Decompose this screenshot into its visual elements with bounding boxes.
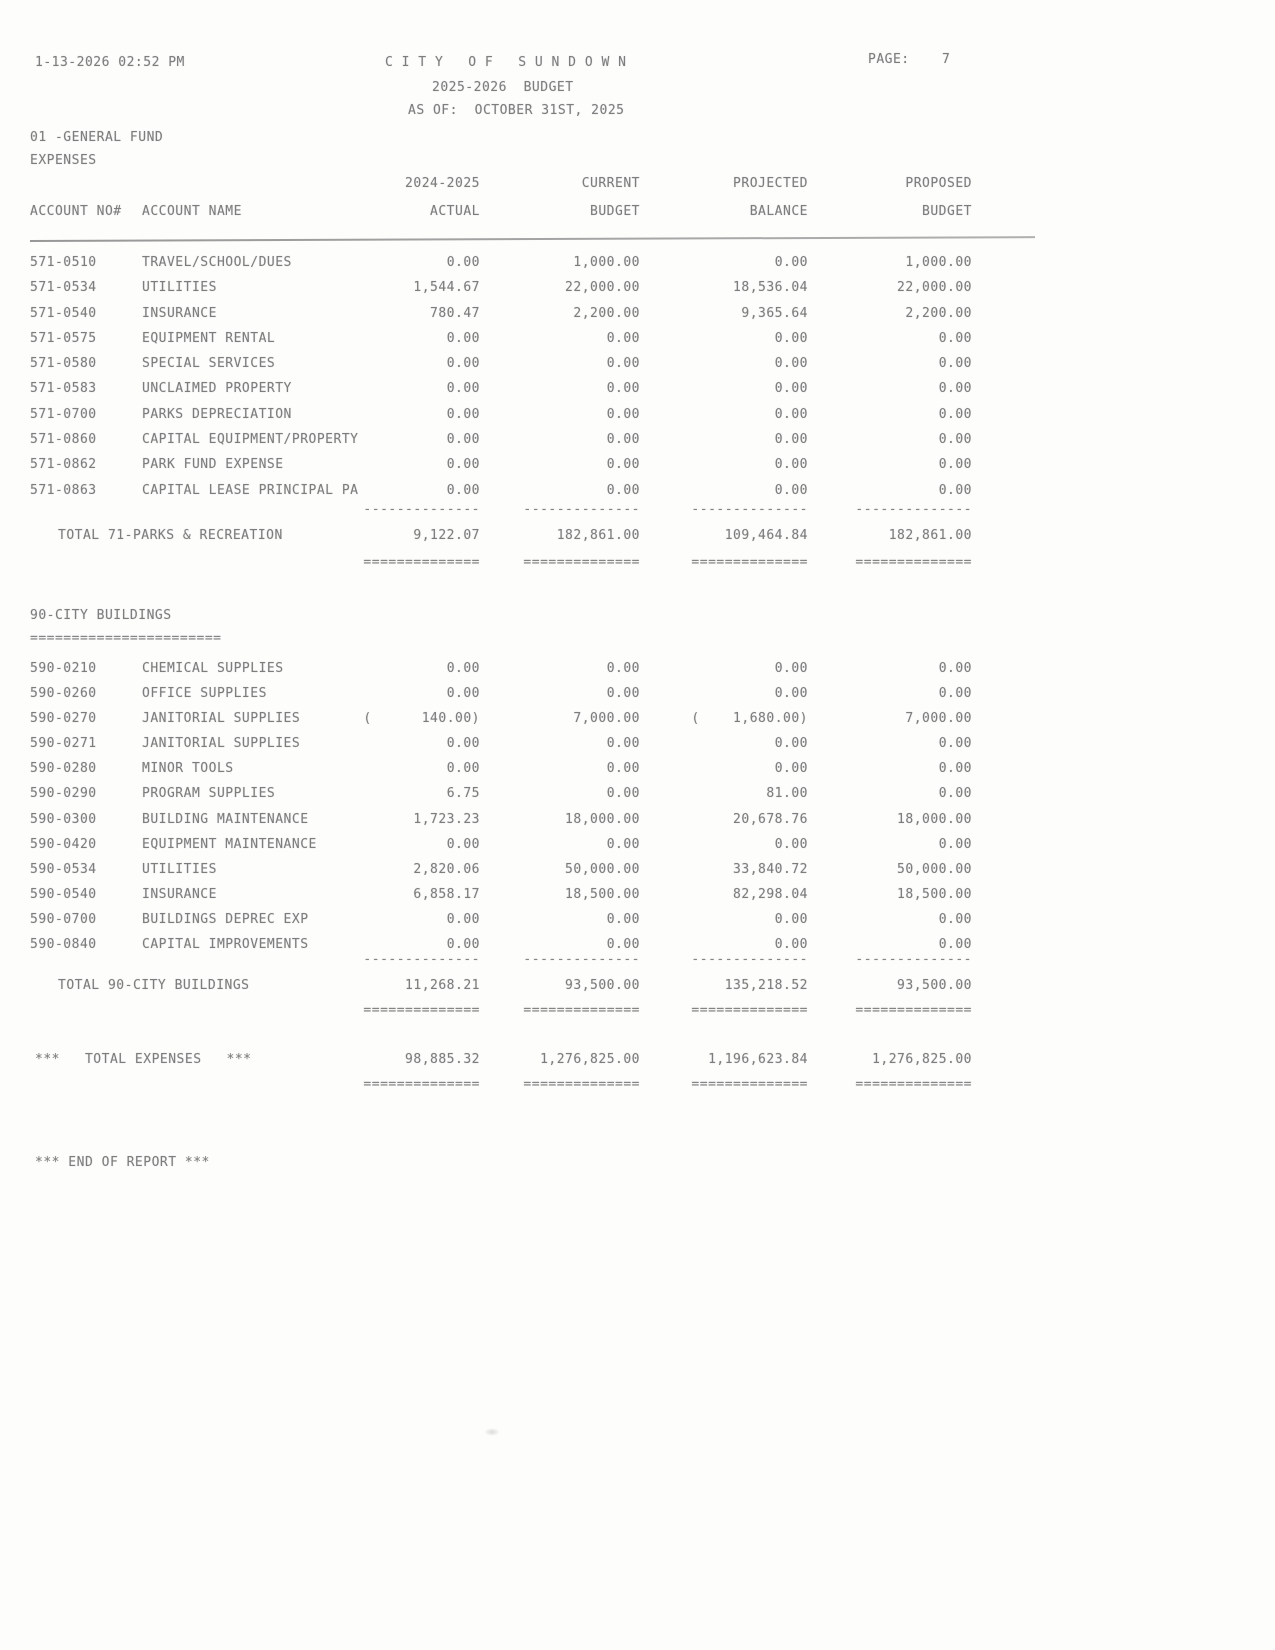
account-no-cell: 590-0290 [30,786,97,802]
account-name-cell: PARK FUND EXPENSE [142,457,284,473]
dash-separator: -------------- [691,502,808,517]
total-proposed-budget: 93,500.00 [897,978,972,993]
actual-amount-cell: 0.00 [446,406,480,422]
proposed-budget-cell: 0.00 [938,761,972,777]
projected-balance-cell: 33,840.72 [733,861,808,877]
table-row [30,351,972,376]
projected-balance-cell: 81.00 [766,786,808,802]
report-title: C I T Y O F S U N D O W N [385,55,627,70]
grand-total-actual: 98,885.32 [405,1052,480,1067]
current-budget-cell: 18,000.00 [565,811,640,827]
account-name-cell: UNCLAIMED PROPERTY [142,381,292,397]
projected-balance-cell: 20,678.76 [733,811,808,827]
double-separator: ============== [691,1077,808,1092]
double-separator: ============== [523,1003,640,1018]
account-no-cell: 571-0580 [30,356,97,372]
projected-balance-cell: 0.00 [774,761,808,777]
account-name-cell: TRAVEL/SCHOOL/DUES [142,255,292,270]
col-header-year: 2024-2025 [405,176,480,191]
actual-amount-cell: 1,723.23 [413,811,480,827]
table-row [30,907,972,932]
proposed-budget-cell: 0.00 [938,381,972,397]
total-actual: 9,122.07 [413,528,480,543]
actual-amount-cell: 0.00 [446,761,480,777]
current-budget-cell: 18,500.00 [565,886,640,902]
account-name-cell: JANITORIAL SUPPLIES [142,736,301,752]
actual-amount-cell: ( 140.00) [363,711,480,727]
double-separator: ============== [855,1003,972,1018]
printed-datetime: 1-13-2026 02:52 PM [35,55,185,70]
double-separator: ============== [855,1077,972,1092]
current-budget-cell: 0.00 [606,356,640,372]
total-projected-balance: 135,218.52 [724,978,808,993]
proposed-budget-cell: 0.00 [938,937,972,953]
proposed-budget-cell: 0.00 [938,356,972,372]
projected-balance-cell: ( 1,680.00) [691,711,808,727]
account-name-cell: CAPITAL EQUIPMENT/PROPERTY [142,432,359,448]
account-no-cell: 590-0700 [30,911,97,927]
double-separator: ============== [363,1003,480,1018]
account-no-cell: 590-0534 [30,861,97,877]
table-row [30,301,972,326]
projected-balance-cell: 0.00 [774,432,808,448]
table-row [30,832,972,857]
end-of-report-text: *** END OF REPORT *** [35,1155,210,1170]
grand-total-proposed-budget: 1,276,825.00 [872,1052,972,1067]
account-no-cell: 590-0260 [30,686,97,702]
account-no-cell: 571-0534 [30,280,97,296]
projected-balance-cell: 82,298.04 [733,886,808,902]
dash-separator: -------------- [523,502,640,517]
table-row [30,681,972,706]
proposed-budget-cell: 0.00 [938,330,972,346]
table-row [30,275,972,300]
proposed-budget-cell: 50,000.00 [897,861,972,877]
account-no-cell: 571-0575 [30,330,97,346]
current-budget-cell: 0.00 [606,661,640,676]
current-budget-cell: 0.00 [606,937,640,953]
account-name-cell: BUILDING MAINTENANCE [142,811,309,827]
actual-amount-cell: 1,544.67 [413,280,480,296]
projected-balance-cell: 0.00 [774,686,808,702]
actual-amount-cell: 0.00 [446,736,480,752]
account-name-cell: CAPITAL LEASE PRINCIPAL PA [142,482,359,498]
current-budget-cell: 0.00 [606,786,640,802]
proposed-budget-cell: 0.00 [938,736,972,752]
table-row [30,756,972,781]
report-subtitle: 2025-2026 BUDGET [432,80,574,95]
total-projected-balance: 109,464.84 [724,528,808,543]
proposed-budget-cell: 0.00 [938,911,972,927]
col-header-projected: PROJECTED [733,176,808,191]
current-budget-cell: 0.00 [606,432,640,448]
current-budget-cell: 1,000.00 [573,255,640,270]
current-budget-cell: 0.00 [606,457,640,473]
total-row-city-buildings [30,978,972,993]
table-row [30,807,972,832]
account-no-cell: 590-0420 [30,836,97,852]
current-budget-cell: 22,000.00 [565,280,640,296]
column-header-row-1 [30,176,972,191]
projected-balance-cell: 0.00 [774,482,808,498]
account-no-cell: 571-0860 [30,432,97,448]
double-separator: ============== [691,1003,808,1018]
current-budget-cell: 0.00 [606,761,640,777]
proposed-budget-cell: 18,000.00 [897,811,972,827]
account-name-cell: PARKS DEPRECIATION [142,406,292,422]
account-no-cell: 590-0271 [30,736,97,752]
double-separator: ============== [523,1077,640,1092]
current-budget-cell: 0.00 [606,406,640,422]
actual-amount-cell: 0.00 [446,661,480,676]
account-name-cell: CHEMICAL SUPPLIES [142,661,284,676]
col-header-current: CURRENT [581,176,640,191]
actual-amount-cell: 0.00 [446,381,480,397]
grand-total-current-budget: 1,276,825.00 [540,1052,640,1067]
account-name-cell: EQUIPMENT MAINTENANCE [142,836,317,852]
account-name-cell: BUILDINGS DEPREC EXP [142,911,309,927]
projected-balance-cell: 0.00 [774,330,808,346]
expenses-header: EXPENSES [30,153,97,168]
total-label: TOTAL 90-CITY BUILDINGS [58,978,250,993]
account-name-cell: PROGRAM SUPPLIES [142,786,276,802]
as-of-date: AS OF: OCTOBER 31ST, 2025 [408,103,625,118]
subtotal-double-rule-row [30,1003,972,1018]
current-budget-cell: 0.00 [606,911,640,927]
account-no-cell: 590-0300 [30,811,97,827]
current-budget-cell: 50,000.00 [565,861,640,877]
current-budget-cell: 0.00 [606,836,640,852]
dash-separator: -------------- [523,952,640,967]
col-header-balance: BALANCE [749,204,808,219]
proposed-budget-cell: 2,200.00 [905,305,972,321]
projected-balance-cell: 0.00 [774,356,808,372]
double-separator: ============== [855,555,972,570]
table-row [30,326,972,351]
actual-amount-cell: 0.00 [446,686,480,702]
projected-balance-cell: 0.00 [774,457,808,473]
actual-amount-cell: 0.00 [446,911,480,927]
grand-total-projected-balance: 1,196,623.84 [708,1052,808,1067]
dash-separator: -------------- [363,502,480,517]
account-no-cell: 590-0840 [30,937,97,953]
proposed-budget-cell: 0.00 [938,661,972,676]
total-row-parks-recreation [30,528,972,543]
proposed-budget-cell: 1,000.00 [905,255,972,270]
section-heading-underline: ======================= [30,631,222,646]
section-71-rows [30,250,972,503]
col-header-budget-current: BUDGET [590,204,640,219]
current-budget-cell: 0.00 [606,381,640,397]
projected-balance-cell: 0.00 [774,937,808,953]
projected-balance-cell: 0.00 [774,406,808,422]
account-name-cell: JANITORIAL SUPPLIES [142,711,301,727]
column-header-row-2 [30,204,972,219]
table-row [30,452,972,477]
double-separator: ============== [691,555,808,570]
table-row [30,427,972,452]
proposed-budget-cell: 0.00 [938,457,972,473]
proposed-budget-cell: 22,000.00 [897,280,972,296]
account-no-cell: 590-0280 [30,761,97,777]
actual-amount-cell: 6.75 [446,786,480,802]
col-header-proposed: PROPOSED [905,176,972,191]
total-proposed-budget: 182,861.00 [888,528,972,543]
account-name-cell: SPECIAL SERVICES [142,356,276,372]
dash-separator: -------------- [363,952,480,967]
actual-amount-cell: 0.00 [446,432,480,448]
actual-amount-cell: 0.00 [446,836,480,852]
account-no-cell: 571-0510 [30,255,97,270]
double-separator: ============== [363,555,480,570]
actual-amount-cell: 6,858.17 [413,886,480,902]
account-name-cell: INSURANCE [142,886,217,902]
proposed-budget-cell: 0.00 [938,686,972,702]
table-row [30,857,972,882]
actual-amount-cell: 0.00 [446,482,480,498]
projected-balance-cell: 18,536.04 [733,280,808,296]
proposed-budget-cell: 7,000.00 [905,711,972,727]
account-no-cell: 590-0270 [30,711,97,727]
actual-amount-cell: 0.00 [446,330,480,346]
subtotal-dash-row [30,502,972,517]
projected-balance-cell: 0.00 [774,661,808,676]
account-no-cell: 571-0700 [30,406,97,422]
account-name-cell: EQUIPMENT RENTAL [142,330,276,346]
total-actual: 11,268.21 [405,978,480,993]
account-name-cell: UTILITIES [142,280,217,296]
subtotal-double-rule-row [30,555,972,570]
col-header-actual: ACTUAL [430,204,480,219]
total-current-budget: 93,500.00 [565,978,640,993]
current-budget-cell: 2,200.00 [573,305,640,321]
account-name-cell: OFFICE SUPPLIES [142,686,267,702]
actual-amount-cell: 780.47 [430,305,480,321]
proposed-budget-cell: 18,500.00 [897,886,972,902]
grand-total-double-rule-row [30,1077,972,1092]
total-label: TOTAL 71-PARKS & RECREATION [58,528,283,543]
grand-total-row [30,1052,972,1067]
table-row [30,656,972,681]
grand-total-label: *** TOTAL EXPENSES *** [35,1052,252,1067]
actual-amount-cell: 0.00 [446,457,480,473]
current-budget-cell: 7,000.00 [573,711,640,727]
header-rule [30,236,1035,242]
actual-amount-cell: 0.00 [446,937,480,953]
proposed-budget-cell: 0.00 [938,482,972,498]
table-row [30,376,972,401]
account-name-cell: INSURANCE [142,305,217,321]
table-row [30,882,972,907]
projected-balance-cell: 0.00 [774,911,808,927]
actual-amount-cell: 0.00 [446,356,480,372]
account-no-cell: 571-0540 [30,305,97,321]
table-row [30,706,972,731]
account-no-cell: 590-0540 [30,886,97,902]
account-name-cell: CAPITAL IMPROVEMENTS [142,937,309,953]
dash-separator: -------------- [691,952,808,967]
proposed-budget-cell: 0.00 [938,836,972,852]
double-separator: ============== [363,1077,480,1092]
account-name-cell: UTILITIES [142,861,217,877]
dash-separator: -------------- [855,502,972,517]
projected-balance-cell: 9,365.64 [741,305,808,321]
table-row [30,250,972,275]
section-heading-city-buildings: 90-CITY BUILDINGS [30,608,172,623]
subtotal-dash-row [30,952,972,967]
account-name-cell: MINOR TOOLS [142,761,234,777]
projected-balance-cell: 0.00 [774,836,808,852]
projected-balance-cell: 0.00 [774,381,808,397]
col-header-account-no: ACCOUNT NO# [30,204,122,219]
table-row [30,781,972,806]
projected-balance-cell: 0.00 [774,736,808,752]
current-budget-cell: 0.00 [606,736,640,752]
account-no-cell: 571-0862 [30,457,97,473]
account-no-cell: 571-0583 [30,381,97,397]
table-row [30,402,972,427]
double-separator: ============== [523,555,640,570]
account-no-cell: 571-0863 [30,482,97,498]
section-90-rows [30,656,972,957]
current-budget-cell: 0.00 [606,686,640,702]
page-label: PAGE: [868,52,910,67]
current-budget-cell: 0.00 [606,330,640,346]
proposed-budget-cell: 0.00 [938,432,972,448]
actual-amount-cell: 0.00 [446,255,480,270]
total-current-budget: 182,861.00 [556,528,640,543]
current-budget-cell: 0.00 [606,482,640,498]
fund-name: 01 -GENERAL FUND [30,130,164,145]
col-header-budget-proposed: BUDGET [922,204,972,219]
proposed-budget-cell: 0.00 [938,406,972,422]
proposed-budget-cell: 0.00 [938,786,972,802]
page-number: 7 [942,52,951,67]
projected-balance-cell: 0.00 [774,255,808,270]
actual-amount-cell: 2,820.06 [413,861,480,877]
table-row [30,731,972,756]
scan-artifact [484,1428,500,1436]
col-header-account-name: ACCOUNT NAME [142,204,242,219]
account-no-cell: 590-0210 [30,661,97,676]
table-row [30,478,972,503]
dash-separator: -------------- [855,952,972,967]
